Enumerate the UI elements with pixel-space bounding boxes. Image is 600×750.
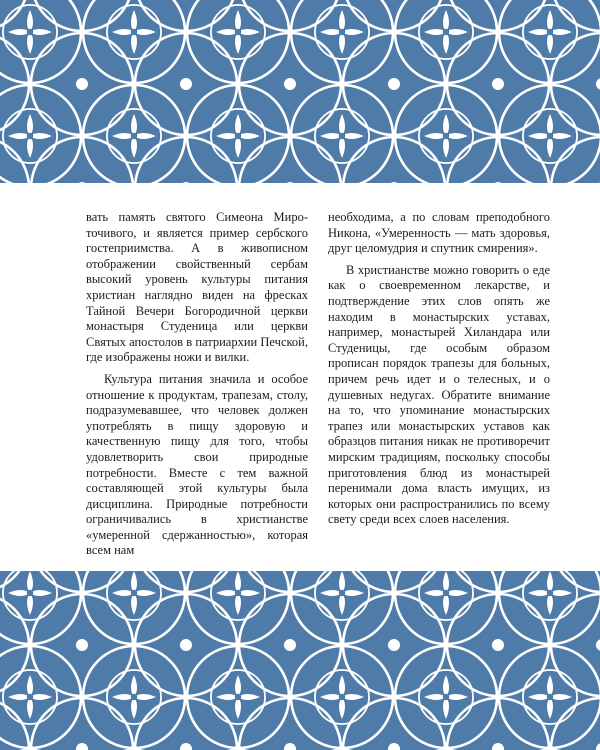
right-paragraph-2: В христианстве можно говорить о еде как о своевременном лекарстве, и подтверждение этих слов опять же находим в монастырских уставах, например, монастырей Хиландара или Студеницы, где особым образом прописан порядок трапезы для больных, причем речь идет и о телесных, и о душевных недугах. Обратите внимание на то, что упоминание монастырских трапез или монастырских уставов как образцов питания никак не противоречит мирским традициям, поскольку способы приготовления блюд из монастырей перенимали дома власть имущих, из которых они распространились по всему свету среди всех слоев населения. <box>328 262 550 527</box>
top-ornament-band <box>0 0 600 183</box>
left-paragraph-2: Культура питания значила и особое отношение к продуктам, трапезам, столу, подразумевавшее, что человек должен употреблять в пищу здоровую и качественную пищу для того, чтобы удовлетворить свои природные потребности. Вместе с тем важной составляющей этой культуры была дисциплина. Природные потребности ограничивались в христианстве «умеренной сдержанностью», которая всем нам <box>86 371 308 558</box>
quatrefoil-tile-pattern <box>0 571 600 750</box>
right-paragraph-1: необходима, а по словам преподобного Никона, «Умеренность — мать здоровья, друг целомудрия и спутник смирения». <box>328 210 550 256</box>
left-column <box>86 210 308 558</box>
bottom-ornament-band <box>0 571 600 750</box>
right-column <box>328 210 550 555</box>
left-paragraph-1: вать память святого Симеона Мироточивого, и является пример сербского гостеприимства. А в живописном отображении свойственный сербам высокий уровень культуры питания христиан наглядно виден на фресках Тайной Вечери Богородичной церкви монастыря Студеница или церкви Святых апостолов в патриархии Печской, где изображены ножи и вилки. <box>86 210 308 365</box>
quatrefoil-tile-pattern <box>0 0 600 183</box>
text-body <box>86 210 550 558</box>
